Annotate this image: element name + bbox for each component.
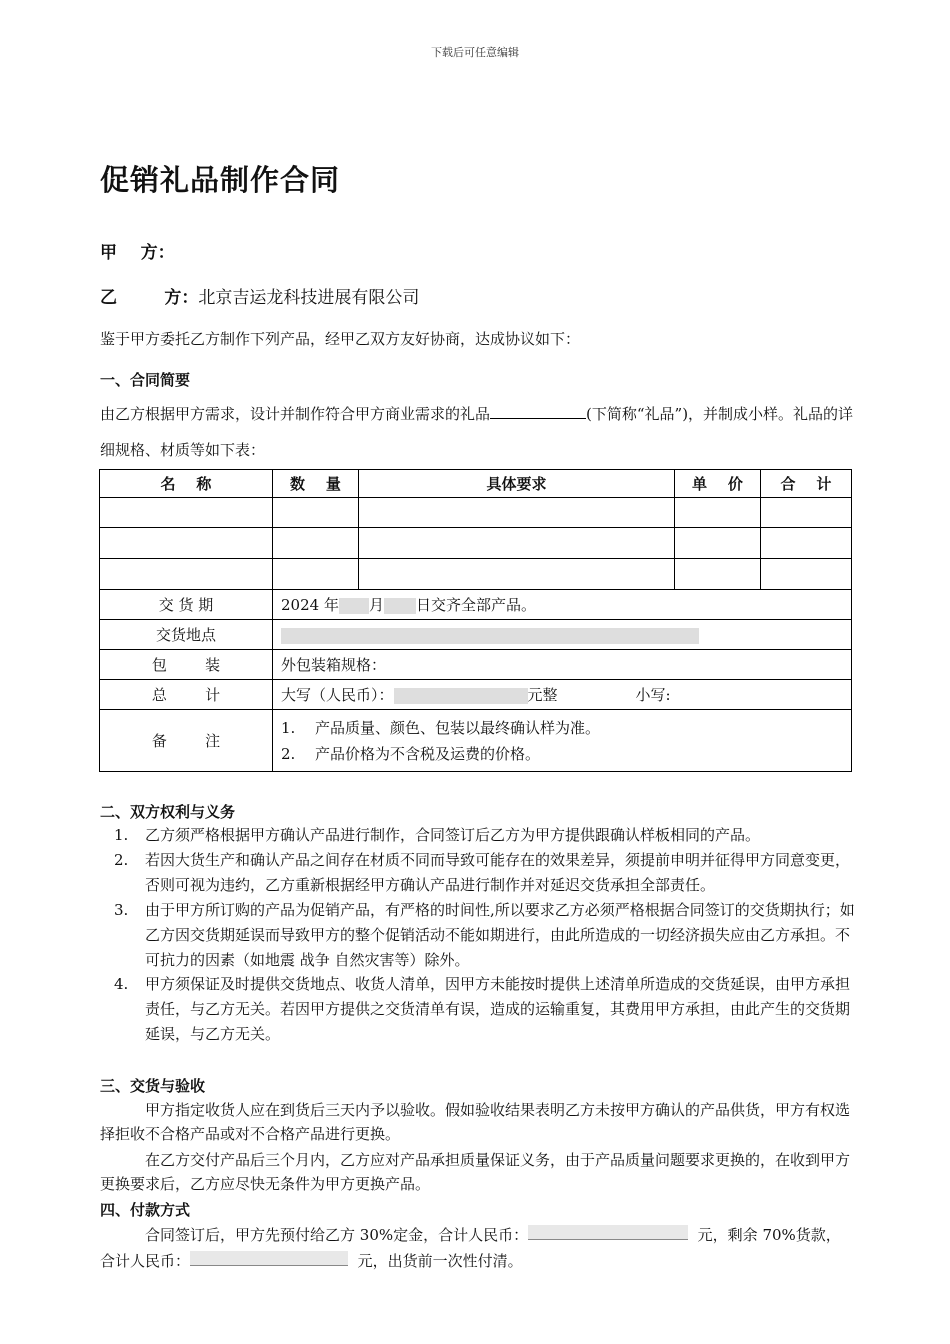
party-b-label: 乙 方： [100,288,199,308]
party-b-value: 北京吉运龙科技进展有限公司 [198,288,420,308]
delivery-day: 日交齐全部产品。 [415,596,536,614]
section4-title: 四、付款方式 [100,1201,191,1219]
redacted-amount-upper [394,688,528,704]
total-upper-label: 大写（人民币）： [281,686,394,704]
deposit-amount-blank [528,1225,688,1240]
party-a [100,238,175,263]
redacted-day [384,598,416,614]
party-b [100,283,419,308]
packaging-row [100,650,852,680]
delivery-period-label: 交 货 期 [100,590,273,620]
item-number: 1. [114,826,129,844]
section1-paragraph [100,396,855,468]
section1-text-before: 由乙方根据甲方需求，设计并制作符合甲方商业需求的礼品 [100,405,491,423]
item-number: 3. [114,901,129,919]
redacted-month [339,598,369,614]
remarks-row [100,710,852,772]
section1-title: 一、合同简要 [100,371,191,389]
delivery-period-value [273,590,852,620]
delivery-month: 月 [368,596,384,614]
packaging-value: 外包装箱规格： [273,650,852,680]
table-row [100,559,852,590]
item-text: 甲方须保证及时提供交货地点、收货人清单，因甲方未能按时提供上述清单所造成的交货延误，由甲方承担责任，与乙方无关。若因甲方提供之交货清单有误，造成的运输重复，其费用甲方承担，由此产生的交货期延误，与乙方无关。 [145,975,851,1043]
list-item [100,898,860,973]
document-title: 促销礼品制作合同 [100,163,341,197]
table-header-row [100,470,852,498]
section4-paragraph [100,1222,870,1274]
delivery-place-row [100,620,852,650]
table-row [100,498,852,528]
total-lower-label: 小写: [635,686,671,704]
packaging-label: 包 装 [100,650,273,680]
remark-item: 2. 产品价格为不含税及运费的价格。 [281,744,541,763]
item-number: 4. [114,975,129,993]
header-unit-price: 单 价 [675,470,761,498]
balance-amount-blank [190,1251,348,1266]
intro-paragraph: 鉴于甲方委托乙方制作下列产品，经甲乙双方友好协商，达成协议如下： [100,330,581,348]
header-note: 下载后可任意编辑 [431,46,519,59]
section2-title: 二、双方权利与义务 [100,803,236,821]
list-item [100,848,860,898]
remark-item: 1. 产品质量、颜色、包装以最终确认样为准。 [281,718,601,737]
total-row [100,680,852,710]
item-text: 由于甲方所订购的产品为促销产品，有严格的时间性,所以要求乙方必须严格根据合同签订的交货期执行；如乙方因交货期延误而导致甲方的整个促销活动不能如期进行，由此所造成的一切经济损失应由乙方承担。不可抗力的因素（如地震 战争 自然灾害等）除外。 [145,901,855,969]
redacted-address [281,628,699,644]
item-number: 2. [114,851,129,869]
remarks-label: 备 注 [100,710,273,772]
header-quantity: 数 量 [273,470,359,498]
section3-paragraph-1: 甲方指定收货人应在到货后三天内予以验收。假如验收结果表明乙方未按甲方确认的产品供货，甲方有权选择拒收不合格产品或对不合格产品进行更换。 [100,1101,851,1143]
spec-table [99,469,852,772]
section3-paragraph-2: 在乙方交付产品后三个月内，乙方应对产品承担质量保证义务，由于产品质量问题要求更换的，在收到甲方更换要求后，乙方应尽快无条件为甲方更换产品。 [100,1151,851,1193]
list-item [100,823,860,848]
delivery-place-label: 交货地点 [100,620,273,650]
header-requirements: 具体要求 [359,470,675,498]
header-total: 合 计 [761,470,852,498]
list-item [100,972,860,1047]
payment-text-2: 元，剩余 70%货款， [697,1226,841,1244]
payment-text-4: 元，出货前一次性付清。 [357,1252,523,1270]
item-text: 若因大货生产和确认产品之间存在材质不同而导致可能存在的效果差异，须提前申明并征得甲方同意变更，否则可视为违约，乙方重新根据经甲方确认产品进行制作并对延迟交货承担全部责任。 [145,851,851,894]
gift-name-blank [490,418,586,419]
payment-text-1: 合同签订后，甲方先预付给乙方 30%定金，合计人民币： [145,1226,529,1244]
section1-text-after: (下简称“礼品”)，并制成小样。礼品的详细规格、材质等如下表： [100,405,854,459]
delivery-year: 2024 年 [281,596,339,614]
remarks-value [273,710,852,772]
section3-title: 三、交货与验收 [100,1077,206,1095]
party-a-label: 甲 方： [100,243,175,263]
item-text: 乙方须严格根据甲方确认产品进行制作，合同签订后乙方为甲方提供跟确认样板相同的产品。 [145,826,761,844]
header-name: 名 称 [100,470,273,498]
table-row [100,528,852,559]
delivery-place-value [273,620,852,650]
delivery-period-row [100,590,852,620]
total-label: 总 计 [100,680,273,710]
payment-text-3: 合计人民币： [100,1252,191,1270]
total-value [273,680,852,710]
total-upper-suffix: 元整 [527,686,558,704]
